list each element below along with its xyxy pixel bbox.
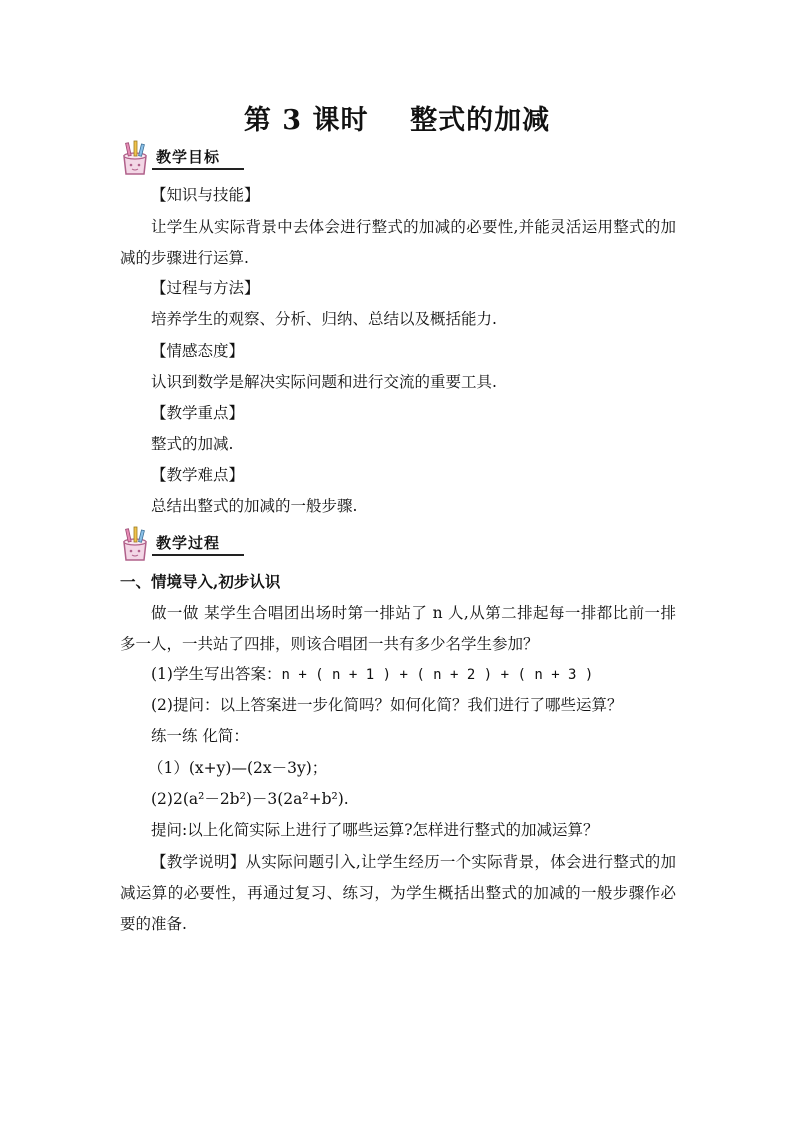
practice-item-2: (2)2(a²－2b²)－3(2a²+b²). — [151, 790, 349, 808]
pencil-cup-icon — [118, 140, 158, 176]
practice-item-1: （1）(x+y)—(2x－3y)； — [148, 759, 328, 777]
badge-underline — [152, 554, 244, 556]
emotion-heading: 【情感态度】 — [151, 342, 245, 360]
page-title: 第 3 课时 整式的加减 — [243, 105, 551, 136]
emotion-text: 认识到数学是解决实际问题和进行交流的重要工具. — [151, 373, 497, 391]
knowledge-text: 让学生从实际背景中去体会进行整式的加减的必要性,并能灵活运用整式的加减的步骤进行运算. — [120, 218, 676, 267]
process-badge-label: 教学过程 — [156, 534, 221, 552]
activity-text: 做一做 某学生合唱团出场时第一排站了 n 人,从第二排起每一排都比前一排多一人，一共站了四排，则该合唱团一共有多少名学生参加？ — [120, 604, 676, 653]
process-method-text: 培养学生的观察、分析、归纳、总结以及概括能力. — [151, 310, 497, 328]
difficulty-heading: 【教学难点】 — [151, 466, 245, 484]
key-point-text: 整式的加减. — [151, 435, 234, 453]
key-point-heading: 【教学重点】 — [151, 404, 245, 422]
difficulty-text: 总结出整式的加减的一般步骤. — [151, 497, 358, 515]
practice-label: 练一练 化简： — [151, 727, 249, 745]
step1-expression: n + ( n + 1 ) + ( n + 2 ) + ( n + 3 ) — [281, 667, 594, 683]
step2-text: (2)提问：以上答案进一步化简吗？如何化简？我们进行了哪些运算？ — [151, 696, 623, 714]
objectives-badge-label: 教学目标 — [156, 148, 221, 166]
objectives-badge — [118, 140, 248, 176]
teaching-note: 【教学说明】从实际问题引入,让学生经历一个实际背景，体会进行整式的加减运算的必要性，再通过复习、练习，为学生概括出整式的加减的一般步骤作必要的准备. — [120, 853, 676, 933]
section-heading: 一、情境导入,初步认识 — [120, 572, 281, 591]
process-method-heading: 【过程与方法】 — [151, 279, 260, 297]
question-text: 提问:以上化简实际上进行了哪些运算?怎样进行整式的加减运算？ — [151, 821, 599, 839]
process-badge — [118, 526, 248, 562]
pencil-cup-icon — [118, 526, 158, 562]
knowledge-heading: 【知识与技能】 — [151, 186, 260, 204]
step1-label: (1)学生写出答案： — [151, 665, 282, 683]
badge-underline — [152, 168, 244, 170]
step1-line — [151, 660, 711, 690]
